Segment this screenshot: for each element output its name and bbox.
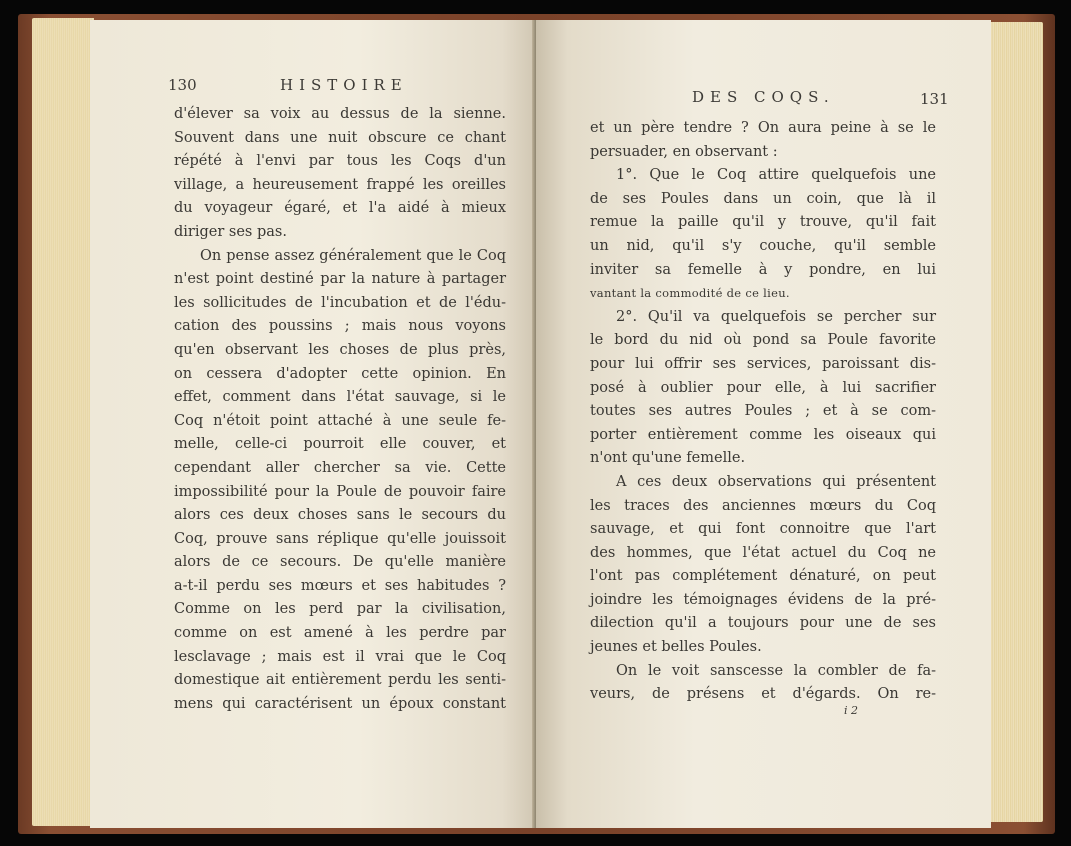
text-line: répété à l'envi par tous les Coqs d'un <box>174 153 506 170</box>
text-line: a-t-il perdu ses mœurs et ses habitudes ? <box>174 577 506 594</box>
left-page-text <box>174 103 506 716</box>
text-line: mens qui caractérisent un époux constant <box>174 695 506 712</box>
text-line: alors ces deux choses sans le secours du <box>174 507 506 524</box>
text-line: de ses Poules dans un coin, que là il <box>590 190 936 207</box>
text-line: 1°. Que le Coq attire quelquefois une <box>616 167 936 184</box>
text-line: lesclavage ; mais est il vrai que le Coq <box>174 648 506 665</box>
left-page-number: 130 <box>168 76 197 94</box>
text-line: un nid, qu'il s'y couche, qu'il semble <box>590 237 936 254</box>
text-line: les sollicitudes de l'incubation et de l'édu- <box>174 294 506 311</box>
text-line: sauvage, et qui font connoitre que l'art <box>590 521 936 538</box>
text-line: l'ont pas complétement dénaturé, on peut <box>590 568 936 585</box>
text-line: dilection qu'il a toujours pour une de ses <box>590 615 936 632</box>
text-line: village, a heureusement frappé les oreilles <box>174 176 506 193</box>
page-edges-left <box>32 18 94 826</box>
text-line: 2°. Qu'il va quelquefois se percher sur <box>616 308 936 325</box>
text-line: effet, comment dans l'état sauvage, si le <box>174 389 506 406</box>
signature-mark: i 2 <box>844 704 859 717</box>
left-page <box>90 20 538 828</box>
text-line: remue la paille qu'il y trouve, qu'il fait <box>590 214 936 231</box>
text-line: jeunes et belles Poules. <box>590 639 762 656</box>
text-line: Coq n'étoit point attaché à une seule fe- <box>174 412 506 429</box>
text-line: vantant la commodité de ce lieu. <box>590 286 790 301</box>
text-line: inviter sa femelle à y pondre, en lui <box>590 261 936 278</box>
text-line: Comme on les perd par la civilisation, <box>174 601 506 618</box>
text-line: n'ont qu'une femelle. <box>590 450 746 467</box>
text-line: impossibilité pour la Poule de pouvoir faire <box>174 483 506 500</box>
text-line: porter entièrement comme les oiseaux qui <box>590 426 936 443</box>
text-line: qu'en observant les choses de plus près, <box>174 341 506 358</box>
text-line: posé à oublier pour elle, à lui sacrifier <box>590 379 936 396</box>
text-line: persuader, en observant : <box>590 143 778 160</box>
text-line: melle, celle-ci pourroit elle couver, et <box>174 436 506 453</box>
text-line: toutes ses autres Poules ; et à se com- <box>590 403 936 420</box>
text-line: A ces deux observations qui présentent <box>616 473 936 490</box>
text-line: les traces des anciennes mœurs du Coq <box>590 497 936 514</box>
text-line: On le voit sanscesse la combler de fa- <box>616 662 936 679</box>
right-page <box>536 20 991 828</box>
right-running-head: DES COQS. <box>692 88 835 106</box>
text-line: joindre les témoignages évidens de la pré- <box>590 591 936 608</box>
left-running-head: HISTOIRE <box>280 76 408 94</box>
text-line: d'élever sa voix au dessus de la sienne. <box>174 106 506 122</box>
text-line: diriger ses pas. <box>174 223 287 240</box>
page-edges-right <box>985 22 1043 822</box>
text-line: le bord du nid où pond sa Poule favorite <box>590 332 936 349</box>
text-line: des hommes, que l'état actuel du Coq ne <box>590 544 936 561</box>
text-line: comme on est amené à les perdre par <box>174 625 506 642</box>
text-line: On pense assez généralement que le Coq <box>200 247 506 264</box>
text-line: Coq, prouve sans réplique qu'elle jouissoit <box>174 530 506 547</box>
text-line: et un père tendre ? On aura peine à se le <box>590 120 936 136</box>
text-line: cation des poussins ; mais nous voyons <box>174 318 506 335</box>
text-line: alors de ce secours. De qu'elle manière <box>174 554 506 571</box>
text-line: cependant aller chercher sa vie. Cette <box>174 459 506 476</box>
right-page-text <box>590 117 936 707</box>
text-line: on cessera d'adopter cette opinion. En <box>174 365 506 382</box>
text-line: domestique ait entièrement perdu les senti- <box>174 672 506 689</box>
right-page-number: 131 <box>920 90 949 108</box>
text-line: n'est point destiné par la nature à partager <box>174 271 506 288</box>
text-line: du voyageur égaré, et l'a aidé à mieux <box>174 200 506 217</box>
text-line: veurs, de présens et d'égards. On re- <box>590 686 936 703</box>
text-line: Souvent dans une nuit obscure ce chant <box>174 129 506 146</box>
text-line: pour lui offrir ses services, paroissant dis- <box>590 355 936 372</box>
